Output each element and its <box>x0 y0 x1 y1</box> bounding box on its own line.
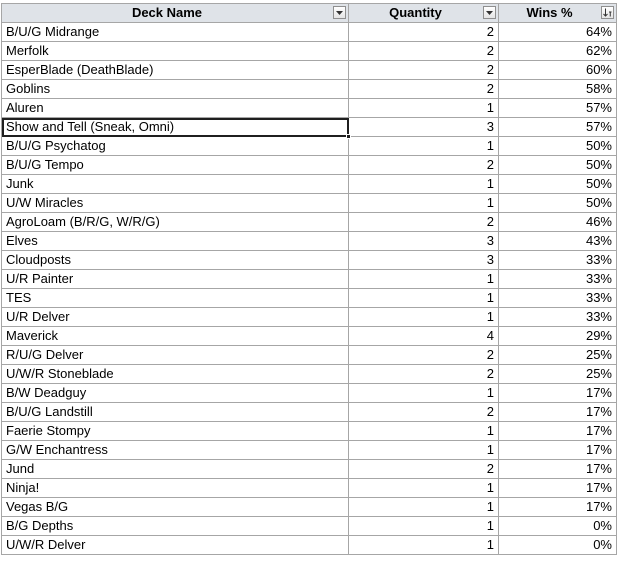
cell-deck-name[interactable]: TES <box>2 289 349 308</box>
cell-quantity[interactable]: 1 <box>349 422 499 441</box>
cell-wins[interactable]: 29% <box>499 327 617 346</box>
cell-wins[interactable]: 17% <box>499 384 617 403</box>
table-row <box>2 422 617 441</box>
cell-deck-name[interactable]: Faerie Stompy <box>2 422 349 441</box>
cell-wins[interactable]: 17% <box>499 403 617 422</box>
cell-quantity[interactable]: 2 <box>349 23 499 42</box>
cell-deck-name[interactable]: B/U/G Tempo <box>2 156 349 175</box>
cell-wins[interactable]: 17% <box>499 479 617 498</box>
table-body <box>2 23 617 555</box>
cell-quantity[interactable]: 1 <box>349 536 499 555</box>
table-row <box>2 384 617 403</box>
cell-quantity[interactable]: 1 <box>349 479 499 498</box>
cell-wins[interactable]: 0% <box>499 536 617 555</box>
header-row <box>2 4 617 23</box>
table-row <box>2 308 617 327</box>
cell-deck-name[interactable]: Elves <box>2 232 349 251</box>
cell-wins[interactable]: 33% <box>499 308 617 327</box>
table-row <box>2 441 617 460</box>
cell-wins[interactable]: 57% <box>499 99 617 118</box>
cell-deck-name[interactable]: Jund <box>2 460 349 479</box>
cell-deck-name[interactable]: Maverick <box>2 327 349 346</box>
filter-dropdown-wins[interactable] <box>601 6 614 19</box>
cell-wins[interactable]: 25% <box>499 346 617 365</box>
cell-deck-name[interactable]: Aluren <box>2 99 349 118</box>
table-row <box>2 289 617 308</box>
column-header-quantity[interactable] <box>349 4 499 23</box>
cell-quantity[interactable]: 2 <box>349 213 499 232</box>
cell-quantity[interactable]: 2 <box>349 460 499 479</box>
cell-wins[interactable]: 46% <box>499 213 617 232</box>
cell-quantity[interactable]: 2 <box>349 346 499 365</box>
cell-wins[interactable]: 50% <box>499 156 617 175</box>
cell-deck-name[interactable]: Junk <box>2 175 349 194</box>
cell-quantity[interactable]: 1 <box>349 517 499 536</box>
cell-quantity[interactable]: 2 <box>349 42 499 61</box>
table-row <box>2 270 617 289</box>
table-row <box>2 118 617 137</box>
table-row <box>2 479 617 498</box>
cell-wins[interactable]: 50% <box>499 194 617 213</box>
cell-wins[interactable]: 25% <box>499 365 617 384</box>
cell-deck-name[interactable]: AgroLoam (B/R/G, W/R/G) <box>2 213 349 232</box>
table-row <box>2 327 617 346</box>
table-row <box>2 251 617 270</box>
cell-deck-name[interactable]: U/R Delver <box>2 308 349 327</box>
table-row <box>2 498 617 517</box>
table-row <box>2 517 617 536</box>
cell-wins[interactable]: 17% <box>499 422 617 441</box>
cell-deck-name[interactable]: B/G Depths <box>2 517 349 536</box>
cell-deck-name[interactable]: B/U/G Midrange <box>2 23 349 42</box>
cell-quantity[interactable]: 1 <box>349 384 499 403</box>
cell-quantity[interactable]: 2 <box>349 156 499 175</box>
table-row <box>2 23 617 42</box>
cell-quantity[interactable]: 2 <box>349 61 499 80</box>
cell-deck-name[interactable]: Cloudposts <box>2 251 349 270</box>
cell-deck-name[interactable]: B/U/G Psychatog <box>2 137 349 156</box>
spreadsheet <box>1 3 617 555</box>
cell-wins[interactable]: 17% <box>499 460 617 479</box>
table-row <box>2 156 617 175</box>
cell-deck-name[interactable]: B/W Deadguy <box>2 384 349 403</box>
cell-quantity[interactable]: 3 <box>349 251 499 270</box>
cell-wins[interactable]: 58% <box>499 80 617 99</box>
cell-deck-name[interactable]: Goblins <box>2 80 349 99</box>
cell-deck-name[interactable]: B/U/G Landstill <box>2 403 349 422</box>
cell-quantity[interactable]: 2 <box>349 365 499 384</box>
cell-wins[interactable]: 50% <box>499 137 617 156</box>
cell-quantity[interactable]: 1 <box>349 99 499 118</box>
table-row <box>2 213 617 232</box>
filter-dropdown-quantity[interactable] <box>483 6 496 19</box>
table-row <box>2 194 617 213</box>
table-row <box>2 460 617 479</box>
cell-quantity[interactable]: 1 <box>349 270 499 289</box>
cell-deck-name[interactable]: Show and Tell (Sneak, Omni) <box>2 118 349 137</box>
cell-quantity[interactable]: 2 <box>349 403 499 422</box>
table-row <box>2 403 617 422</box>
cell-wins[interactable]: 57% <box>499 118 617 137</box>
sort-descending-icon <box>603 8 612 17</box>
cell-deck-name[interactable]: U/R Painter <box>2 270 349 289</box>
cell-quantity[interactable]: 3 <box>349 118 499 137</box>
cell-wins[interactable]: 64% <box>499 23 617 42</box>
fill-handle[interactable] <box>346 134 351 139</box>
filter-dropdown-deck-name[interactable] <box>333 6 346 19</box>
cell-deck-name[interactable]: R/U/G Delver <box>2 346 349 365</box>
cell-wins[interactable]: 33% <box>499 270 617 289</box>
column-header-deck-name[interactable] <box>2 4 349 23</box>
cell-deck-name[interactable]: EsperBlade (DeathBlade) <box>2 61 349 80</box>
cell-wins[interactable]: 0% <box>499 517 617 536</box>
cell-quantity[interactable]: 1 <box>349 137 499 156</box>
chevron-down-icon <box>486 11 493 15</box>
cell-deck-name[interactable]: Merfolk <box>2 42 349 61</box>
cell-wins[interactable]: 60% <box>499 61 617 80</box>
cell-wins[interactable]: 33% <box>499 289 617 308</box>
column-header-label: Quantity <box>389 5 442 20</box>
cell-wins[interactable]: 17% <box>499 441 617 460</box>
cell-quantity[interactable]: 1 <box>349 194 499 213</box>
cell-deck-name[interactable]: Ninja! <box>2 479 349 498</box>
cell-wins[interactable]: 62% <box>499 42 617 61</box>
column-header-label: Deck Name <box>131 5 203 20</box>
cell-wins[interactable]: 50% <box>499 175 617 194</box>
table-row <box>2 536 617 555</box>
table-row <box>2 346 617 365</box>
column-header-label: Wins % <box>526 5 573 20</box>
cell-quantity[interactable]: 1 <box>349 175 499 194</box>
cell-wins[interactable]: 33% <box>499 251 617 270</box>
cell-deck-name[interactable]: U/W/R Stoneblade <box>2 365 349 384</box>
cell-quantity[interactable]: 4 <box>349 327 499 346</box>
cell-wins[interactable]: 43% <box>499 232 617 251</box>
cell-wins[interactable]: 17% <box>499 498 617 517</box>
table-row <box>2 99 617 118</box>
table-row <box>2 365 617 384</box>
table-row <box>2 42 617 61</box>
cell-deck-name[interactable]: U/W Miracles <box>2 194 349 213</box>
column-header-wins[interactable] <box>499 4 617 23</box>
cell-quantity[interactable]: 3 <box>349 232 499 251</box>
table-row <box>2 175 617 194</box>
table-row <box>2 137 617 156</box>
cell-quantity[interactable]: 1 <box>349 498 499 517</box>
cell-quantity[interactable]: 2 <box>349 80 499 99</box>
cell-quantity[interactable]: 1 <box>349 441 499 460</box>
table-row <box>2 80 617 99</box>
table-row <box>2 232 617 251</box>
cell-quantity[interactable]: 1 <box>349 289 499 308</box>
cell-deck-name[interactable]: G/W Enchantress <box>2 441 349 460</box>
table-row <box>2 61 617 80</box>
cell-deck-name[interactable]: Vegas B/G <box>2 498 349 517</box>
chevron-down-icon <box>336 11 343 15</box>
deck-table <box>1 3 617 555</box>
cell-quantity[interactable]: 1 <box>349 308 499 327</box>
cell-deck-name[interactable]: U/W/R Delver <box>2 536 349 555</box>
